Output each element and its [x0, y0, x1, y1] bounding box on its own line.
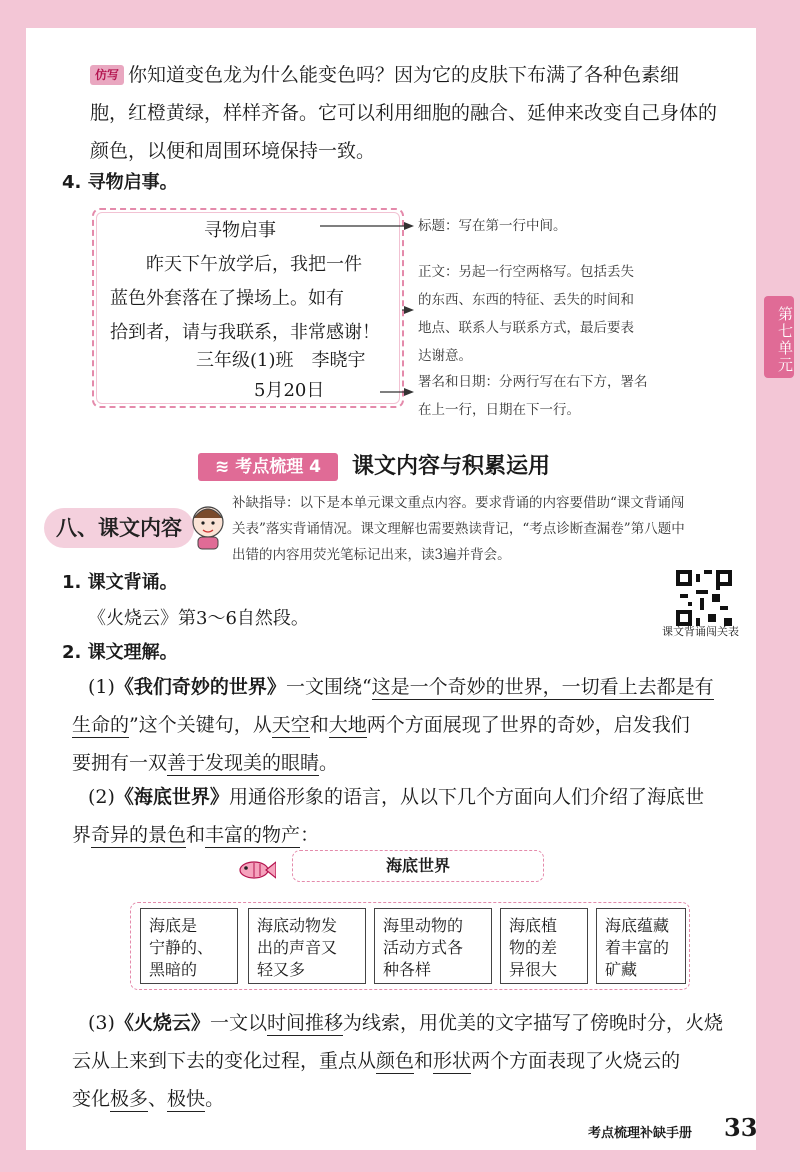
- map-box-4: [500, 908, 588, 984]
- p1-title: 《我们奇妙的世界》: [114, 676, 286, 698]
- part-8-guide: [232, 490, 685, 568]
- notice-title: 寻物启事: [204, 220, 276, 241]
- p1-num: (1): [88, 676, 115, 698]
- p3-key-fast: 极快: [167, 1088, 206, 1110]
- imitation-line-2: 胞，红橙黄绿，样样齐备。它可以利用细胞的融合、延伸来改变自己身体的: [90, 102, 718, 124]
- map-box-4-line-2: 物的差: [509, 938, 558, 957]
- p3-num: (3): [88, 1012, 115, 1034]
- p1-key-earth: 大地: [328, 714, 367, 736]
- page-frame-left: [0, 0, 26, 1172]
- fish-icon: [236, 858, 276, 882]
- p3-text-6: 变化: [72, 1088, 111, 1110]
- note-body-line-3: 地点、联系人与联系方式，最后要表: [418, 320, 634, 336]
- map-box-3: [374, 908, 492, 984]
- understanding-p2: [72, 778, 748, 854]
- p3-key-shape: 形状: [433, 1050, 472, 1072]
- p2-text-2: 界: [72, 824, 92, 846]
- p2-num: (2): [88, 786, 115, 808]
- note-sign-line-2: 在上一行，日期在下一行。: [418, 402, 580, 418]
- map-box-5-line-2: 着丰富的: [605, 938, 670, 957]
- map-box-3-line-3: 种各样: [383, 960, 432, 979]
- p3-text-5: 两个方面表现了火烧云的: [471, 1050, 681, 1072]
- guide-line-1: 补缺指导：以下是本单元课文重点内容。要求背诵的内容要借助“课文背诵闯: [232, 495, 685, 511]
- notice-body-3: 拾到者，请与我联系，非常感谢！: [110, 322, 380, 343]
- p1-text-1: 一文围绕“: [285, 676, 372, 698]
- p1-text-3: 和: [309, 714, 329, 736]
- imitation-badge: 仿写: [90, 65, 124, 85]
- map-box-2-line-2: 出的声音又: [257, 938, 338, 957]
- map-box-1-line-1: 海底是: [149, 916, 198, 935]
- p3-text-7: 、: [148, 1088, 168, 1110]
- page-number: 33: [724, 1113, 758, 1142]
- page-frame-right: [756, 0, 800, 1172]
- p1-text-2: ”这个关键句，从: [129, 714, 272, 736]
- qr-code-icon[interactable]: [676, 570, 732, 626]
- guide-line-3: 出错的内容用荧光笔标记出来，读3遍并背会。: [232, 547, 511, 563]
- item-1-title: 1. 课文背诵。: [62, 572, 178, 593]
- part-8-label: 八、课文内容: [56, 516, 182, 540]
- map-box-3-line-1: 海里动物的: [383, 916, 464, 935]
- map-box-4-line-3: 异很大: [509, 960, 558, 979]
- p3-key-many: 极多: [110, 1088, 149, 1110]
- map-box-4-line-1: 海底植: [509, 916, 558, 935]
- footer-book-title: 考点梳理补缺手册: [588, 1126, 693, 1141]
- p3-key-color: 颜色: [376, 1050, 415, 1072]
- p2-title: 《海底世界》: [114, 786, 229, 808]
- notice-arrows: [300, 210, 420, 410]
- notice-body-1: 昨天下午放学后，我把一件: [146, 254, 362, 275]
- page-frame-bottom: [0, 1150, 800, 1172]
- p3-key-time: 时间推移: [266, 1012, 343, 1034]
- p3-text-2: 为线索，用优美的文字描写了傍晚时分，火烧: [342, 1012, 723, 1034]
- p2-key-products: 丰富的物产: [205, 824, 301, 846]
- unit-side-tab: 第七单元: [764, 296, 794, 378]
- note-sign-line-1: 署名和日期：分两行写在右下方，署名: [418, 374, 648, 390]
- p2-text-4: ：: [300, 824, 320, 846]
- p1-key-eyes: 善于发现美的眼睛: [167, 752, 320, 774]
- p1-text-6: 。: [319, 752, 339, 774]
- p1-key-2: 生命的: [72, 714, 130, 736]
- note-body-line-1: 正文：另起一行空两格写。包括丢失: [418, 264, 634, 280]
- notice-signature: 三年级(1)班 李晓宇: [196, 350, 366, 371]
- p2-text-1: 用通俗形象的语言，从以下几个方面向人们介绍了海底世: [228, 786, 704, 808]
- map-box-1-line-3: 黑暗的: [149, 960, 198, 979]
- item-4-title: 4. 寻物启事。: [62, 172, 178, 193]
- p3-title: 《火烧云》: [114, 1012, 210, 1034]
- note-sign: [418, 368, 648, 424]
- item-2-title: 2. 课文理解。: [62, 642, 178, 663]
- map-box-5-line-3: 矿藏: [605, 960, 638, 979]
- p2-text-3: 和: [186, 824, 206, 846]
- notice-date: 5月20日: [254, 380, 325, 401]
- p1-key-sky: 天空: [271, 714, 310, 736]
- imitation-line-3: 颜色，以便和周围环境保持一致。: [90, 140, 376, 162]
- map-box-5-line-1: 海底蕴藏: [605, 916, 670, 935]
- map-root: 海底世界: [292, 850, 544, 882]
- understanding-p3: [72, 1004, 748, 1118]
- guide-line-2: 关表”落实背诵情况。课文理解也需要熟读背记，“考点诊断查漏卷”第八题中: [232, 521, 685, 537]
- page-frame-top: [0, 0, 800, 28]
- p3-text-1: 一文以: [209, 1012, 267, 1034]
- p2-key-scenery: 奇异的景色: [91, 824, 187, 846]
- item-1-content: 《火烧云》第3～6自然段。: [88, 608, 309, 629]
- imitation-paragraph: [90, 56, 750, 170]
- p3-text-3: 云从上来到下去的变化过程，重点从: [72, 1050, 377, 1072]
- qr-caption: 课文背诵闯关表: [662, 625, 739, 638]
- notice-body-2: 蓝色外套落在了操场上。如有: [110, 288, 344, 309]
- map-box-1: [140, 908, 238, 984]
- note-body-line-2: 的东西、东西的特征、丢失的时间和: [418, 292, 634, 308]
- map-box-2-line-3: 轻又多: [257, 960, 306, 979]
- map-box-3-line-2: 活动方式各: [383, 938, 464, 957]
- section-title: 课文内容与积累运用: [352, 454, 551, 479]
- map-box-2-line-1: 海底动物发: [257, 916, 338, 935]
- p3-text-4: 和: [414, 1050, 434, 1072]
- p1-text-5: 要拥有一双: [72, 752, 168, 774]
- p1-key-1: 这是一个奇妙的世界，一切看上去都是有: [371, 676, 714, 698]
- map-box-1-line-2: 宁静的、: [149, 938, 214, 957]
- understanding-p1: [72, 668, 748, 782]
- section-banner: ≋ 考点梳理 4: [198, 453, 338, 481]
- map-box-2: [248, 908, 366, 984]
- map-box-5: [596, 908, 686, 984]
- note-body-line-4: 达谢意。: [418, 348, 472, 364]
- student-avatar-icon: [188, 500, 228, 552]
- p1-text-4: 两个方面展现了世界的奇妙，启发我们: [366, 714, 690, 736]
- imitation-line-1: 你知道变色龙为什么能变色吗？因为它的皮肤下布满了各种色素细: [128, 64, 680, 86]
- note-body: [418, 258, 634, 370]
- note-title: 标题：写在第一行中间。: [418, 218, 567, 234]
- p3-text-8: 。: [205, 1088, 225, 1110]
